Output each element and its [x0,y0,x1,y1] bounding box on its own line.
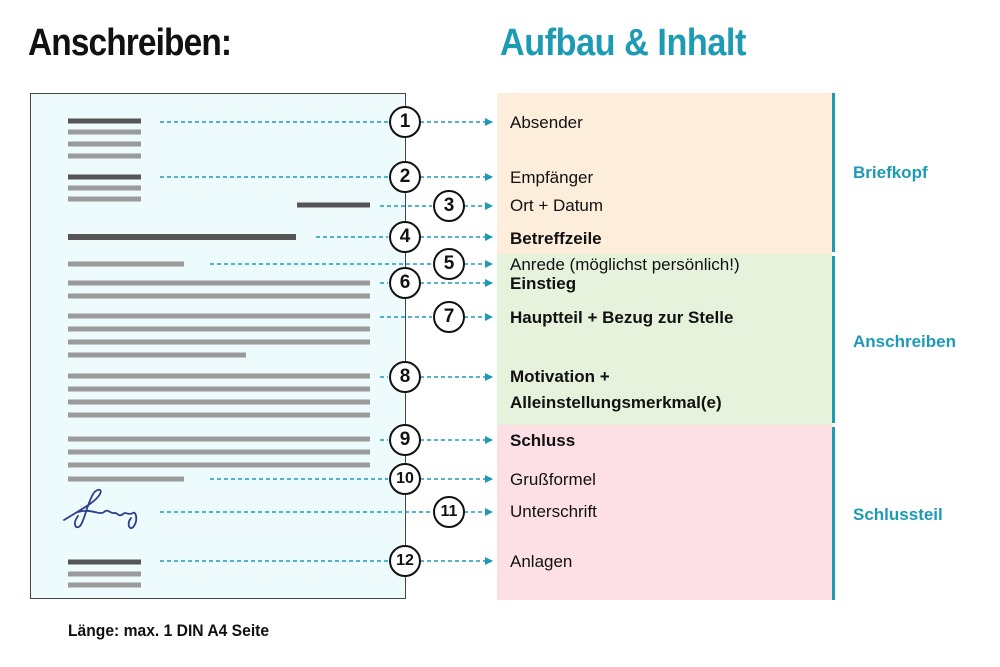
item-label-anlagen: Anlagen [510,552,573,571]
item-label-schluss: Schluss [510,431,576,450]
page-title: Anschreiben: [28,22,232,64]
step-4-badge: 4 [389,221,421,253]
step-6-badge: 6 [389,267,421,299]
item-label-absender: Absender [510,113,583,132]
section-label-briefkopf: Briefkopf [853,163,928,182]
step-3-badge: 3 [433,190,465,222]
step-9-badge: 9 [389,424,421,456]
item-label-einstieg: Einstieg [510,274,577,293]
item-label-unterschrift: Unterschrift [510,502,597,521]
step-10-badge: 10 [389,463,421,495]
step-7-badge: 7 [433,301,465,333]
section-label-schlussteil: Schlussteil [853,505,943,524]
item-label-hauptteil: Hauptteil + Bezug zur Stelle [510,308,734,327]
item-label-betreffzeile: Betreffzeile [510,229,602,248]
step-12-badge: 12 [389,545,421,577]
signature-scribble-icon [64,490,136,528]
step-11-badge: 11 [433,496,465,528]
item-label-grussformel: Grußformel [510,470,596,489]
item-label-anrede: Anrede (möglichst persönlich!) [510,255,740,274]
step-1-badge: 1 [389,106,421,138]
page-subtitle: Aufbau & Inhalt [500,22,746,64]
item-label-motivation: Motivation + [510,367,610,386]
length-note: Länge: max. 1 DIN A4 Seite [68,621,270,640]
item-label-alleinstellungsmerkmal: Alleinstellungsmerkmal(e) [510,393,722,412]
item-label-empfaenger: Empfänger [510,168,594,187]
step-5-badge: 5 [433,248,465,280]
step-8-badge: 8 [389,361,421,393]
step-2-badge: 2 [389,161,421,193]
item-label-ort-datum: Ort + Datum [510,196,604,215]
letter-text-lines [68,121,370,585]
section-label-anschreiben: Anschreiben [853,332,956,351]
